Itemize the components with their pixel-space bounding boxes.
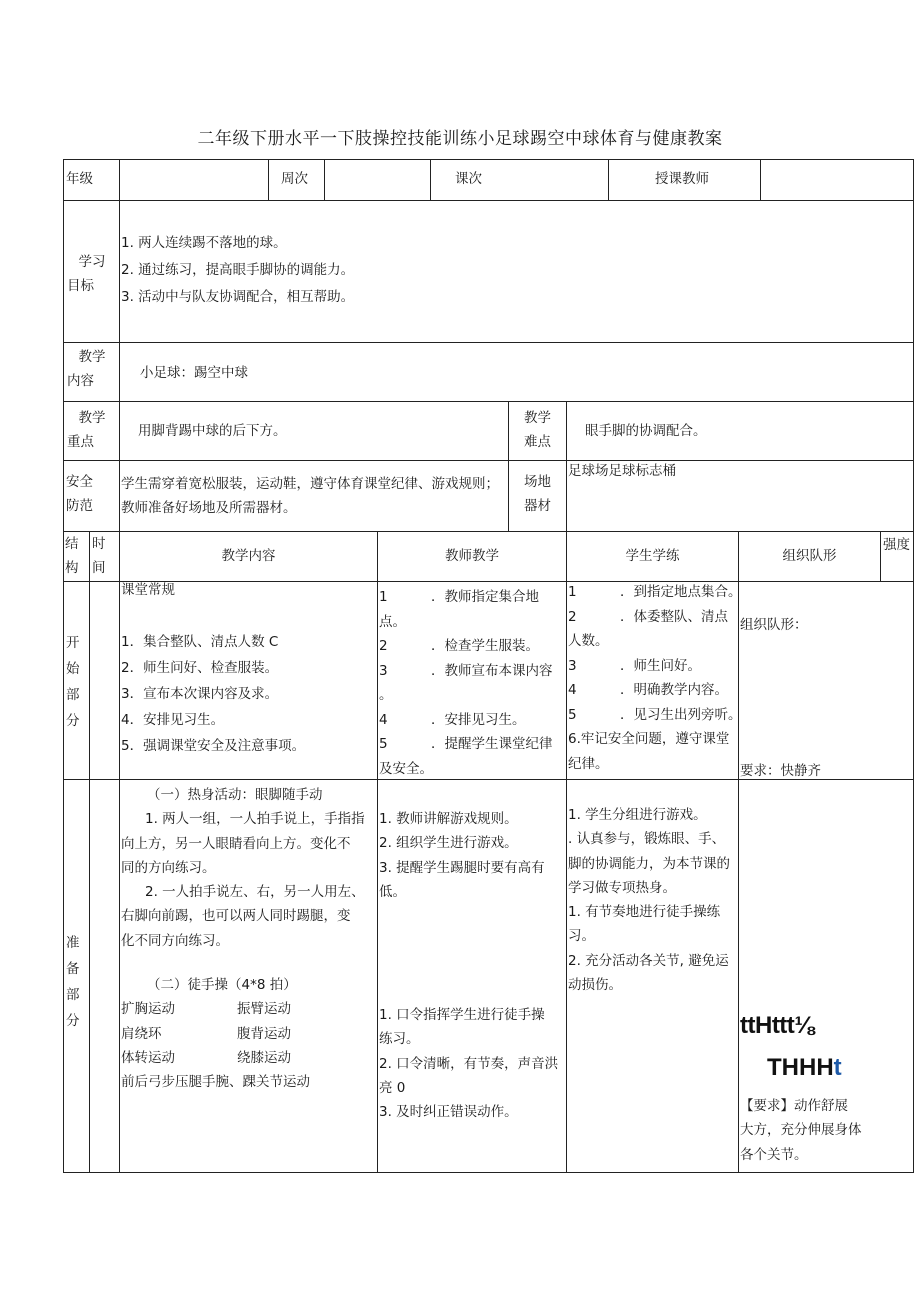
list-item: 4．安排见习生。: [121, 712, 225, 728]
prep-teacher-calisthenics: 1. 口令指挥学生进行徒手操 练习。 2. 口令清晰，有节奏，声音洪 亮 0 3. 及时纠正错误动作。: [379, 1007, 559, 1121]
list-item: 1 ．教师指定集合地: [379, 589, 539, 605]
list-item: 肩绕环 腹背运动: [121, 1025, 291, 1042]
key-point-label: 教学 重点: [67, 410, 106, 450]
start-student-list: 1 ．到指定地点集合。 2 ．体委整队、清点 人数。 3 ．师生问好。 4 ．明确教学内容。 5 ．见习生出列旁听。 6.牢记安全问题，遵守课堂 纪律。: [568, 580, 742, 776]
formation-header: 组织队形: [782, 548, 837, 564]
venue-value: 足球场足球标志桶: [568, 463, 676, 479]
prep-teacher-warmup: 1. 教师讲解游戏规则。 2. 组织学生进行游戏。 3. 提醒学生踢腿时要有高有 低。: [379, 811, 545, 900]
list-item: 2 ．体委整队、清点: [568, 608, 728, 625]
lesson-label: 课次: [455, 171, 482, 187]
list-item: 5 ．提醒学生课堂纪律: [379, 736, 553, 752]
warmup-title: （一）热身活动：眼脚随手动: [147, 787, 323, 803]
difficulty-label: 教学 难点: [524, 410, 551, 450]
objectives-label: 学习 目标: [67, 254, 106, 294]
prep-student: 1. 学生分组进行游戏。 . 认真参与，锻炼眼、手、 脚的协调能力，为本节课的 学习做专项热身。 1. 有节奏地进行徒手操练 习。 2. 充分活动各关节, 避免运 动损伤。: [568, 807, 730, 994]
list-item: 4 ．安排见习生。: [379, 711, 526, 728]
structure-header: 结 构: [65, 536, 79, 576]
grade-label: 年级: [66, 171, 93, 187]
prep-requirement: 【要求】动作舒展 大方，充分伸展身体 各个关节。: [740, 1098, 862, 1163]
list-item: 2 ．检查学生服装。: [379, 638, 539, 654]
routine-title: 课堂常规: [121, 582, 175, 598]
page-title: 二年级下册水平一下肢操控技能训练小足球踢空中球体育与健康教案: [197, 129, 723, 149]
list-item: 1 ．到指定地点集合。: [568, 584, 742, 600]
list-item: 6.牢记安全问题，遵守课堂: [568, 731, 730, 747]
student-header: 学生学练: [625, 548, 680, 564]
list-item: 3 ．师生问好。: [568, 657, 701, 674]
teacher-label: 授课教师: [655, 171, 709, 187]
prep-section-label: 准 备 部 分: [66, 935, 80, 1029]
calisthenics-title: （二）徒手操（4*8 拍）: [147, 977, 297, 993]
formation-diagram-row-2: THHHt: [767, 1054, 842, 1081]
list-item: 2．师生问好、检查服装。: [121, 660, 279, 676]
list-item: 前后弓步压腿手腕、踝关节运动: [121, 1074, 310, 1091]
content-header: 教学内容: [221, 548, 276, 564]
week-label: 周次: [281, 171, 308, 187]
start-requirement: 要求：快静齐: [740, 763, 821, 779]
list-item: 1．集合整队、清点人数 C: [121, 634, 279, 650]
content-value: 小足球：踢空中球: [140, 365, 248, 381]
objective-item: 1. 两人连续踢不落地的球。: [121, 235, 287, 251]
routine-list: [121, 629, 305, 759]
time-header: 时 间: [92, 536, 106, 576]
start-teacher-list: 1 ．教师指定集合地 点。 2 ．检查学生服装。 3 ．教师宣布本课内容 。 4 ．安排见习生。 5 ．提醒学生课堂纪律 及安全。: [379, 585, 553, 781]
objective-item: 2. 通过练习，提高眼手脚协的调能力。: [121, 262, 355, 278]
objectives-list: [121, 230, 354, 311]
calisthenics-content: [121, 973, 310, 1094]
formation-label: 组织队形：: [740, 617, 808, 633]
key-point-value: 用脚背踢中球的后下方。: [138, 423, 287, 439]
list-item: 3．宣布本次课内容及求。: [121, 686, 279, 702]
list-item: 3 ．教师宣布本课内容: [379, 662, 553, 679]
intensity-header: 强度: [883, 537, 910, 553]
objective-item: 3. 活动中与队友协调配合，相互帮助。: [121, 289, 355, 305]
formation-diagram-row-1: ttHttt⅛: [740, 1012, 814, 1039]
warmup-content: （一）热身活动：眼脚随手动 1. 两人一组，一人拍手说上，手指指 向上方，另一人眼睛看向上方。变化不 同的方向练习。 2. 一人拍手说左、右，另一人用左、 右脚向前踢，也可以两人同时踢腿，变 化不同方向练习。: [121, 783, 365, 953]
safety-label: 安全 防范: [66, 474, 93, 514]
difficulty-value: 眼手脚的协调配合。: [585, 423, 707, 439]
list-item: 扩胸运动 振臂运动: [121, 1001, 291, 1018]
list-item: 4 ．明确教学内容。: [568, 682, 728, 698]
list-item: 5 ．见习生出列旁听。: [568, 706, 742, 723]
start-section-label: 开 始 部 分: [66, 635, 80, 729]
content-label: 教学 内容: [67, 349, 106, 389]
list-item: 5．强调课堂安全及注意事项。: [121, 738, 306, 754]
list-item: 体转运动 绕膝运动: [121, 1049, 291, 1066]
venue-label: 场地 器材: [524, 474, 551, 514]
teacher-header: 教师教学: [445, 548, 499, 564]
safety-text: 学生需穿着宽松服装，运动鞋，遵守体育课堂纪律、游戏规则；教师准备好场地及所需器材。: [121, 476, 499, 516]
